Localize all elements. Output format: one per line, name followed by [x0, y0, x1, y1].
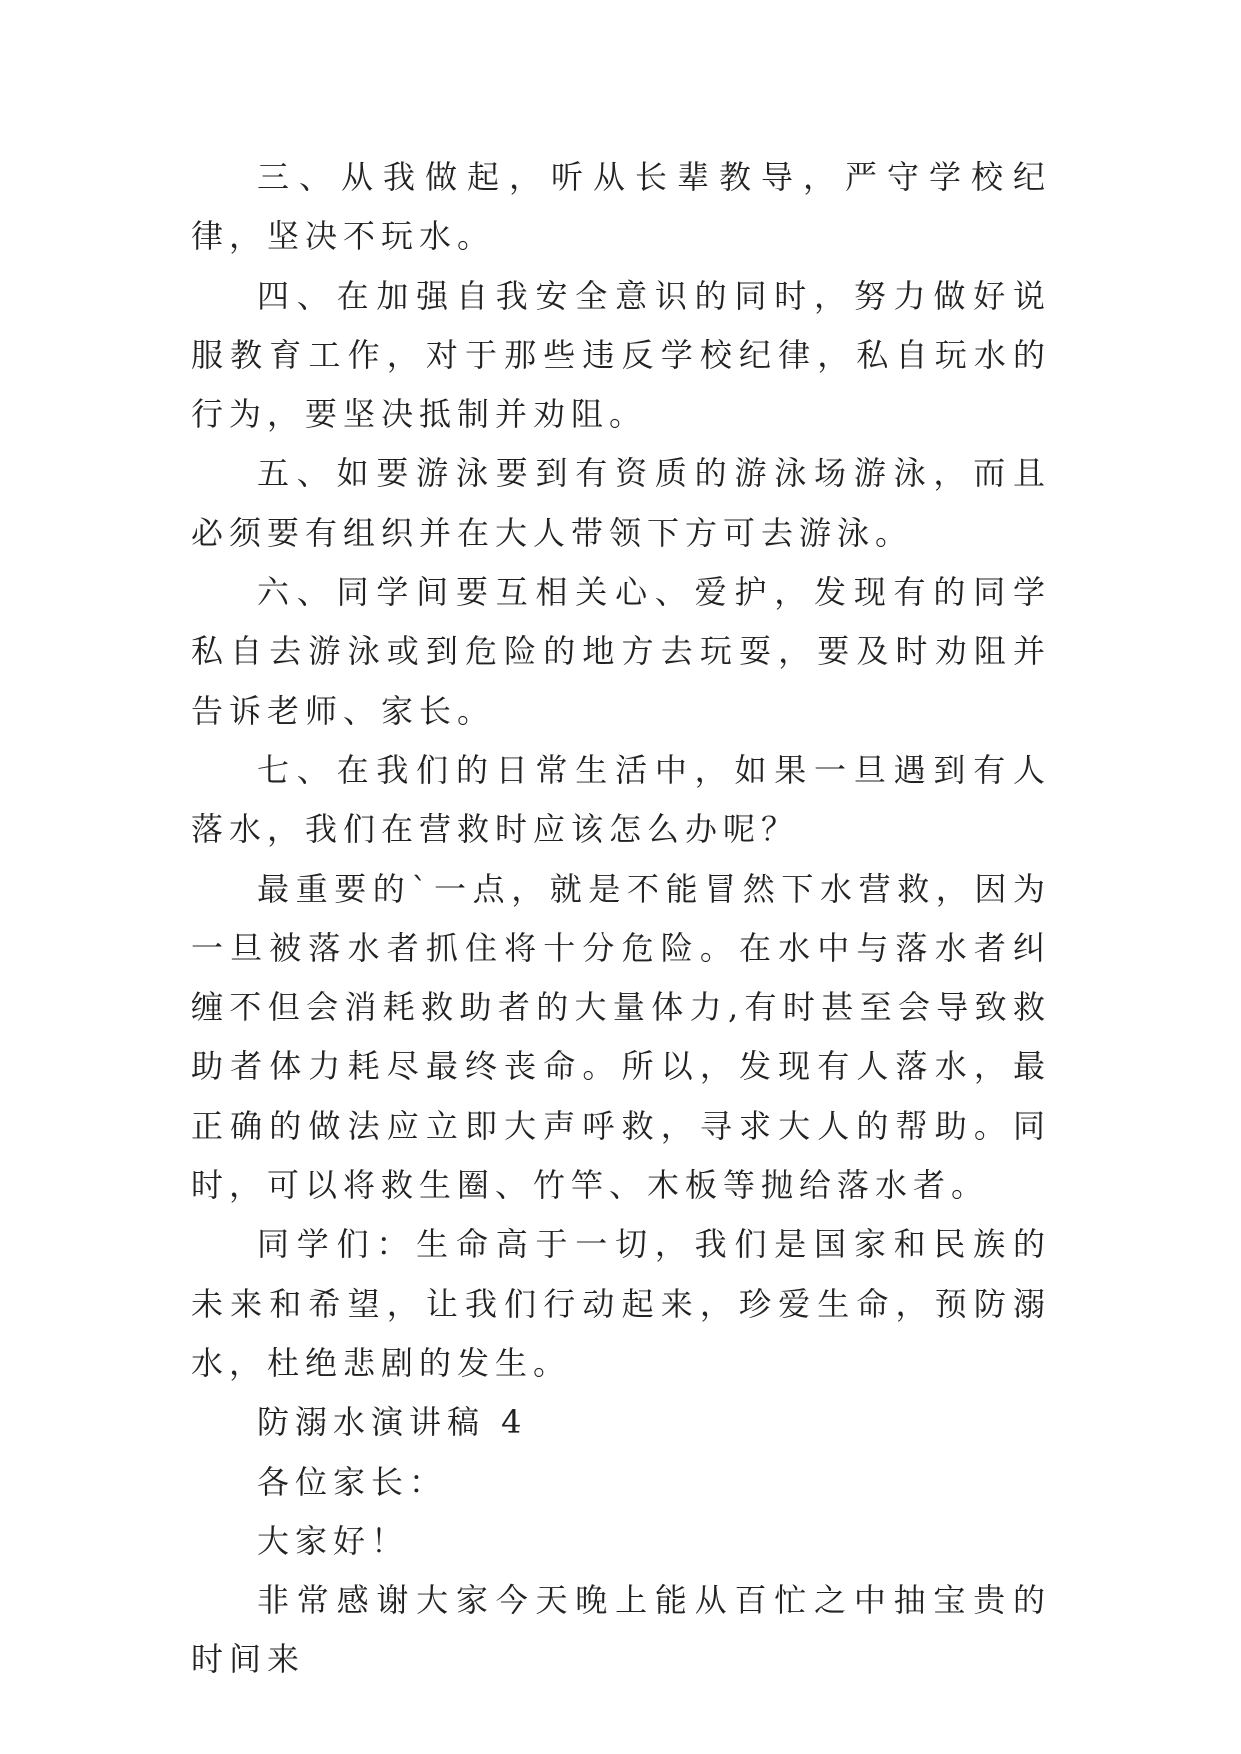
- paragraph-rule-four: 四、在加强自我安全意识的同时，努力做好说服教育工作，对于那些违反学校纪律，私自玩水的行为，要坚决抵制并劝阻。: [191, 276, 1051, 434]
- document-body: [191, 148, 1051, 1690]
- salutation: 各位家长：: [257, 1462, 448, 1501]
- paragraph-rule-six: 六、同学间要互相关心、爱护，发现有的同学私自去游泳或到危险的地方去玩耍，要及时劝阻并告诉老师、家长。: [191, 573, 1051, 730]
- paragraph-rule-seven: 七、在我们的日常生活中，如果一旦遇到有人落水，我们在营救时应该怎么办呢？: [191, 750, 1051, 849]
- greeting: 大家好！: [257, 1521, 410, 1560]
- paragraph-rule-five: 五、如要游泳要到有资质的游泳场游泳，而且必须要有组织并在大人带领下方可去游泳。: [191, 454, 1051, 552]
- section-heading: 防溺水演讲稿 4: [257, 1403, 528, 1442]
- paragraph-opening: 非常感谢大家今天晚上能从百忙之中抽宝贵的时间来: [191, 1581, 1051, 1679]
- paragraph-closing: 同学们：生命高于一切，我们是国家和民族的未来和希望，让我们行动起来，珍爱生命，预防溺水，杜绝悲剧的发生。: [191, 1225, 1051, 1382]
- paragraph-rescue-advice: 最重要的`一点，就是不能冒然下水营救，因为一旦被落水者抓住将十分危险。在水中与落水者纠缠不但会消耗救助者的大量体力,有时甚至会导致救助者体力耗尽最终丧命。所以，发现有人落水，最正确的做法应立即大声呼救，寻求大人的帮助。同时，可以将救生圈、竹竿、木板等抛给落水者。: [191, 869, 1051, 1205]
- paragraph-rule-three: 三、从我做起，听从长辈教导，严守学校纪律，坚决不玩水。: [191, 158, 1051, 256]
